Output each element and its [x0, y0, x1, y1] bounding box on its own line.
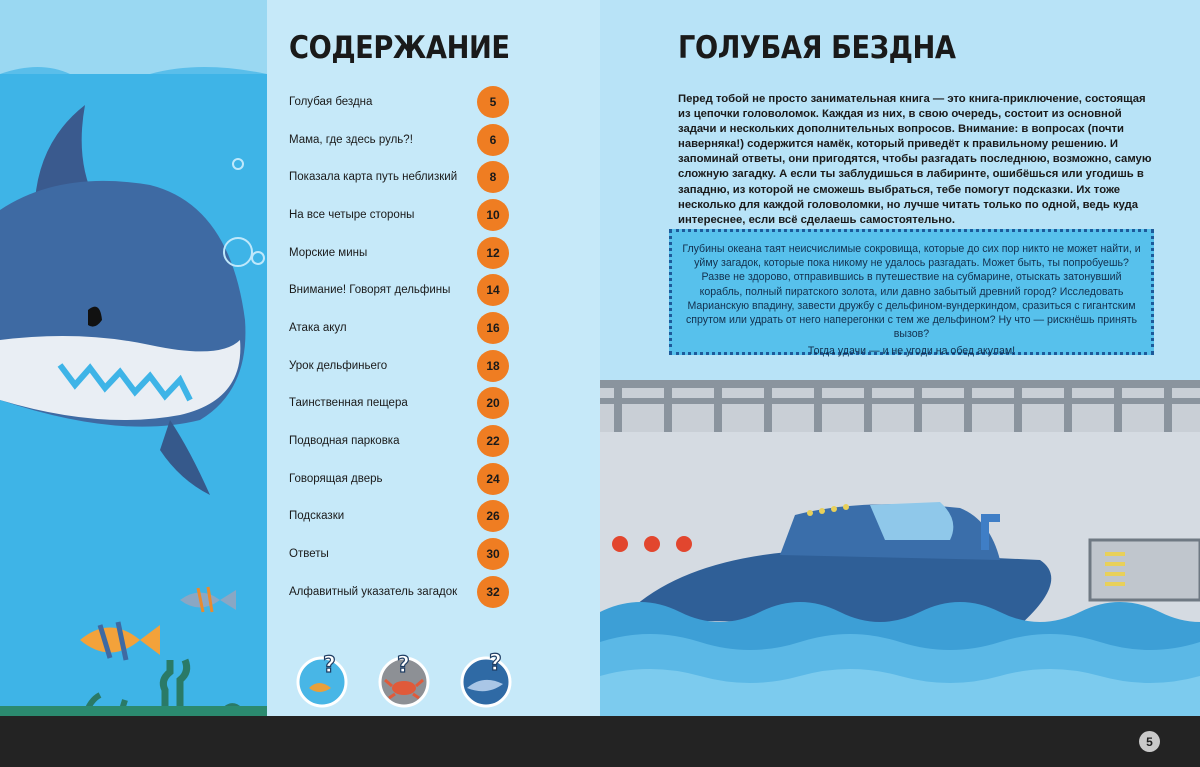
toc-item: [289, 385, 509, 423]
toc-item-label: Урок дельфиньего: [289, 359, 388, 372]
toc-item: [289, 422, 509, 460]
toc-page-number: 8: [477, 161, 509, 193]
ocean-illustration: [0, 0, 267, 716]
chapter-title: ГОЛУБАЯ БЕЗДНА: [678, 30, 956, 66]
toc-item-label: Атака акул: [289, 321, 347, 334]
toc-page-number: 32: [477, 576, 509, 608]
toc-page-number: 6: [477, 124, 509, 156]
toc-page-number: 14: [477, 274, 509, 306]
toc-page-number: 20: [477, 387, 509, 419]
svg-text:?: ?: [323, 653, 336, 678]
toc-item: [289, 535, 509, 573]
toc-item-label: Подсказки: [289, 510, 345, 523]
toc-item: [289, 196, 509, 234]
toc-list: [289, 83, 509, 611]
toc-item: [289, 121, 509, 159]
callout-closing: Тогда удачи — и не угоди на обед акулам!: [807, 345, 1016, 358]
toc-item-label: Ответы: [289, 548, 329, 561]
toc-page-number: 5: [477, 86, 509, 118]
toc-item-label: Голубая бездна: [289, 95, 373, 108]
svg-text:?: ?: [397, 653, 410, 678]
toc-item-label: Говорящая дверь: [289, 472, 383, 485]
toc-page-number: 22: [477, 425, 509, 457]
submarine-dock-illustration: [600, 380, 1200, 716]
callout-text: Глубины океана таят неисчислимые сокровища, которые до сих пор никто не может найти, и уйму загадок, которые пока никому не удалось разгадать. Может быть, ты попробуешь? Разве не здорово, отправившись в путешествие на субмарине, отыскать затонувший корабль, полный пиратского золота, или давно забытый древний город? Исследовать Марианскую впадину, завести дружбу с дельфином-вундеркиндом, сразиться с гигантским спрутом или удрать от него наперегонки с тем же дельфином? Ну что — рискнёшь принять вызов?: [682, 243, 1141, 341]
toc-item: [289, 573, 509, 611]
shark-fish-illustration: [0, 0, 267, 716]
toc-item-label: Мама, где здесь руль?!: [289, 133, 413, 146]
fish-icon: [80, 622, 160, 660]
toc-item: [289, 234, 509, 272]
small-fish-icon: [180, 587, 236, 612]
toc-item-label: Алфавитный указатель загадок: [289, 585, 458, 598]
footer-bar: [0, 716, 1200, 767]
toc-item: [289, 83, 509, 121]
toc-item: [289, 498, 509, 536]
toc-item-label: Морские мины: [289, 246, 368, 259]
toc-page-number: 30: [477, 538, 509, 570]
toc-item: [289, 271, 509, 309]
fish-question-icon: [293, 650, 351, 708]
toc-page-number: 24: [477, 463, 509, 495]
toc-item: [289, 460, 509, 498]
toc-item: [289, 309, 509, 347]
toc-page-number: 16: [477, 312, 509, 344]
shark-question-icon: [457, 650, 515, 708]
toc-item-label: Подводная парковка: [289, 435, 400, 448]
svg-text:?: ?: [489, 651, 502, 676]
toc-page-number: 10: [477, 199, 509, 231]
callout-box: [669, 229, 1154, 358]
toc-page-number: 12: [477, 237, 509, 269]
page-number: 5: [1139, 731, 1160, 752]
toc-item: [289, 347, 509, 385]
crab-question-icon: [375, 650, 433, 708]
toc-page-number: 18: [477, 350, 509, 382]
toc-item-label: На все четыре стороны: [289, 208, 415, 221]
toc-item-label: Таинственная пещера: [289, 397, 408, 410]
chapter-intro: Перед тобой не просто занимательная книга — это книга-приключение, состоящая из цепочки головоломок. Каждая из них, в свою очередь, состоит из основной задачи и нескольких дополнительных вопросов. Внимание: в вопросах (почти наверняка!) содержится намёк, который приведёт к правильному решению. И запоминай ответы, они пригодятся, чтобы разгадать последнюю, возможно, самую сложную загадку. А если ты заблудишься в лабиринте, ошибёшься или угодишь в западню, из которой не сможешь выбраться, тебе помогут подсказки. Их тоже несколько для каждой головоломки, но лучше читать только по одной, ведь куда интереснее, если всё сделаешь самостоятельно.: [678, 93, 1152, 226]
toc-title: СОДЕРЖАНИЕ: [289, 30, 510, 66]
toc-item: [289, 158, 509, 196]
toc-item-label: Внимание! Говорят дельфины: [289, 284, 451, 297]
toc-item-label: Показала карта путь неблизкий: [289, 171, 458, 184]
toc-page-number: 26: [477, 500, 509, 532]
